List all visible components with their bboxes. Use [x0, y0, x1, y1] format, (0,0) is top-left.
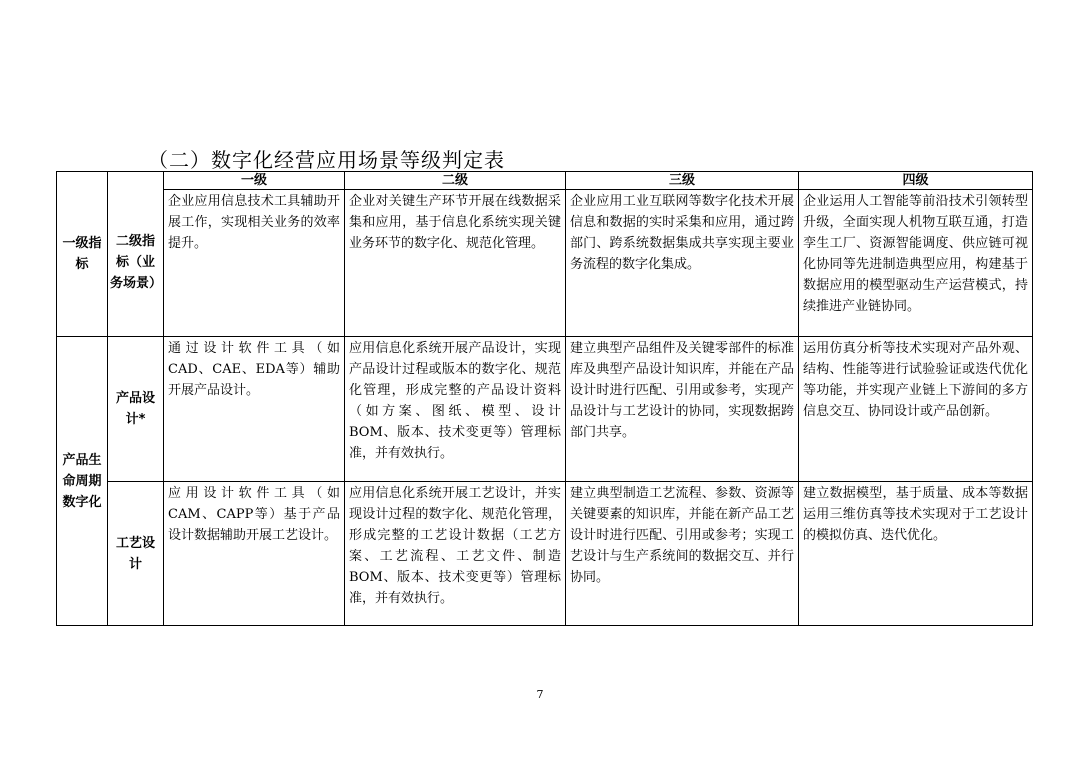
table-row — [57, 482, 1033, 626]
secondary-indicator-header: 二级指标（业务场景） — [108, 190, 164, 337]
grading-table — [56, 171, 1033, 626]
primary-indicator-label: 一级指标 — [62, 236, 102, 272]
scene-level-2: 应用信息化系统开展工艺设计，并实现设计过程的数字化、规范化管理，形成完整的工艺设计数据（工艺方案、工艺流程、工艺文件、制造BOM、版本、技术变更等）管理标准，并有效执行。 — [345, 482, 566, 626]
header-blank-cell — [108, 172, 164, 190]
scene-label: 产品设计* — [108, 337, 164, 482]
scene-level-1: 通过设计软件工具（如CAD、CAE、EDA等）辅助开展产品设计。 — [164, 337, 345, 482]
page-number: 7 — [536, 688, 544, 701]
group-label: 产品生命周期数字化 — [57, 337, 108, 626]
scene-level-1: 应用设计软件工具（如CAM、CAPP等）基于产品设计数据辅助开展工艺设计。 — [164, 482, 345, 626]
scene-label: 工艺设计 — [108, 482, 164, 626]
scene-level-3: 建立典型产品组件及关键零部件的标准库及典型产品设计知识库，并能在产品设计时进行匹配、引用或参考，实现产品设计与工艺设计的协同，实现数据跨部门共享。 — [566, 337, 799, 482]
definition-level-3: 企业应用工业互联网等数字化技术开展信息和数据的实时采集和应用，通过跨部门、跨系统数据集成共享实现主要业务流程的数字化集成。 — [566, 190, 799, 337]
header-level-2: 二级 — [345, 172, 566, 190]
table-row — [57, 337, 1033, 482]
header-level-1: 一级 — [164, 172, 345, 190]
definition-level-4: 企业运用人工智能等前沿技术引领转型升级，全面实现人机物互联互通，打造孪生工厂、资源智能调度、供应链可视化协同等先进制造典型应用，构建基于数据应用的模型驱动生产运营模式，持续推进产业链协同。 — [799, 190, 1033, 337]
definition-level-2: 企业对关键生产环节开展在线数据采集和应用，基于信息化系统实现关键业务环节的数字化、规范化管理。 — [345, 190, 566, 337]
scene-level-4: 建立数据模型，基于质量、成本等数据运用三维仿真等技术实现对于工艺设计的模拟仿真、迭代优化。 — [799, 482, 1033, 626]
header-level-3: 三级 — [566, 172, 799, 190]
definition-level-1: 企业应用信息技术工具辅助开展工作，实现相关业务的效率提升。 — [164, 190, 345, 337]
page-title: （二）数字化经营应用场景等级判定表 — [148, 148, 505, 172]
primary-indicator-header — [57, 172, 108, 337]
scene-level-3: 建立典型制造工艺流程、参数、资源等关键要素的知识库，并能在新产品工艺设计时进行匹配、引用或参考；实现工艺设计与生产系统间的数据交互、并行协同。 — [566, 482, 799, 626]
table-header-row — [57, 172, 1033, 190]
header-level-4: 四级 — [799, 172, 1033, 190]
scene-level-4: 运用仿真分析等技术实现对产品外观、结构、性能等进行试验验证或迭代优化等功能，并实现产业链上下游间的多方信息交互、协同设计或产品创新。 — [799, 337, 1033, 482]
scene-level-2: 应用信息化系统开展产品设计，实现产品设计过程或版本的数字化、规范化管理，形成完整的产品设计资料（如方案、图纸、模型、设计BOM、版本、技术变更等）管理标准，并有效执行。 — [345, 337, 566, 482]
definition-row — [57, 190, 1033, 337]
